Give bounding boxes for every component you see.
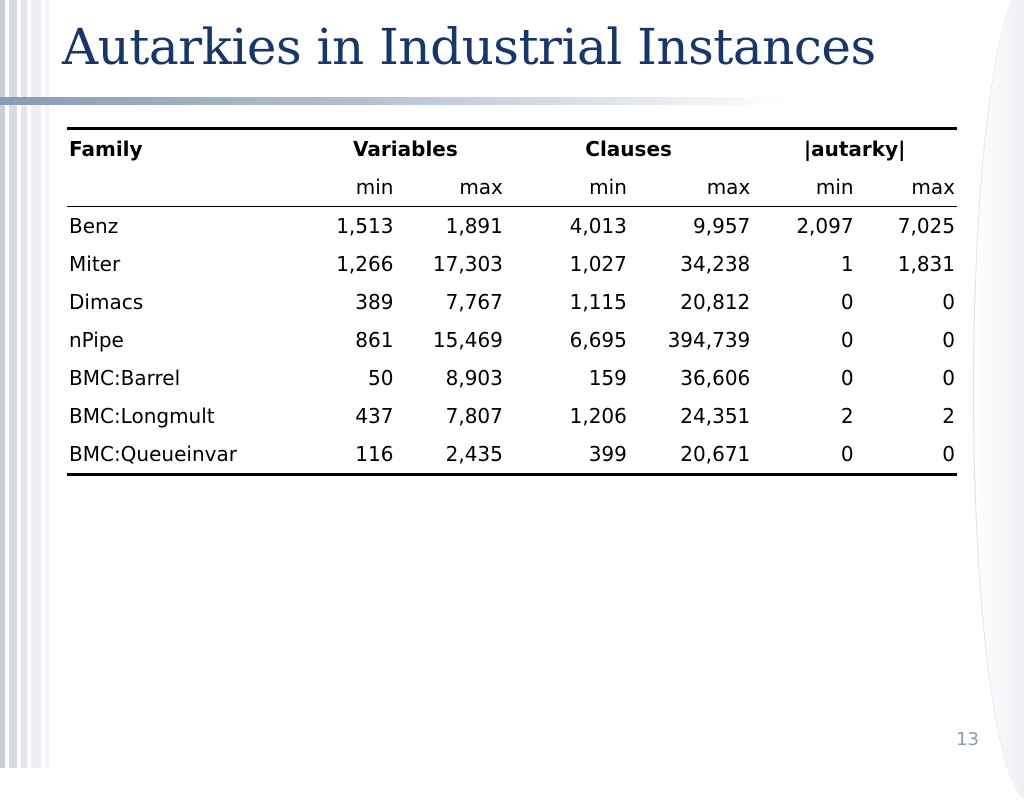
family-cell: Miter xyxy=(69,252,121,276)
value-cell: 2 xyxy=(840,404,854,428)
table-header-row xyxy=(67,129,957,169)
subheader-cell: min xyxy=(505,168,629,207)
table-row xyxy=(67,283,957,321)
value-cell: 1,891 xyxy=(445,214,503,238)
subheader-empty xyxy=(67,168,306,207)
value-cell: 1,115 xyxy=(569,290,627,314)
value-cell: 0 xyxy=(752,435,855,475)
value-cell: 2 xyxy=(942,404,955,428)
family-cell: BMC:Barrel xyxy=(69,366,181,390)
table-row xyxy=(67,321,957,359)
value-cell: 1 xyxy=(840,252,854,276)
decor-stripe xyxy=(31,0,41,768)
decor-stripe xyxy=(9,0,17,768)
value-cell: 6,695 xyxy=(569,328,627,352)
value-cell: 7,025 xyxy=(897,214,955,238)
value-cell: 36,606 xyxy=(680,366,751,390)
value-cell: 399 xyxy=(505,435,629,475)
table-row xyxy=(67,435,957,475)
family-cell: BMC:Longmult xyxy=(69,404,215,428)
value-cell: 1,513 xyxy=(336,214,394,238)
value-cell: 1,831 xyxy=(897,252,955,276)
value-cell: 17,303 xyxy=(432,252,503,276)
table-row xyxy=(67,397,957,435)
header-variables: Variables xyxy=(306,129,505,169)
autarky-table xyxy=(67,127,957,476)
family-cell: BMC:Queueinvar xyxy=(67,435,306,475)
value-cell: 0 xyxy=(856,435,957,475)
page-number: 13 xyxy=(956,729,979,750)
header-family: Family xyxy=(67,129,306,169)
value-cell: 8,903 xyxy=(445,366,503,390)
decor-stripe xyxy=(21,0,27,768)
subheader-cell: max xyxy=(856,168,957,207)
subheader-cell: max xyxy=(395,168,504,207)
decor-stripe xyxy=(0,0,5,768)
value-cell: 20,812 xyxy=(680,290,751,314)
family-cell: Dimacs xyxy=(69,290,144,314)
family-cell: nPipe xyxy=(69,328,124,352)
value-cell: 1,206 xyxy=(569,404,627,428)
slide-title: Autarkies in Industrial Instances xyxy=(62,18,876,76)
table-row xyxy=(67,207,957,246)
subheader-cell: min xyxy=(752,168,855,207)
value-cell: 0 xyxy=(840,366,854,390)
decor-curve xyxy=(973,0,1024,800)
table-row xyxy=(67,245,957,283)
value-cell: 7,807 xyxy=(445,404,503,428)
value-cell: 4,013 xyxy=(569,214,627,238)
value-cell: 394,739 xyxy=(667,328,751,352)
value-cell: 0 xyxy=(942,328,955,352)
value-cell: 50 xyxy=(368,366,394,390)
value-cell: 0 xyxy=(942,290,955,314)
value-cell: 159 xyxy=(588,366,627,390)
value-cell: 15,469 xyxy=(432,328,503,352)
value-cell: 2,097 xyxy=(796,214,854,238)
value-cell: 861 xyxy=(355,328,394,352)
decor-stripe xyxy=(45,0,49,768)
value-cell: 34,238 xyxy=(680,252,751,276)
header-clauses: Clauses xyxy=(505,129,752,169)
value-cell: 389 xyxy=(355,290,394,314)
value-cell: 1,266 xyxy=(336,252,394,276)
table-subheader-row xyxy=(67,168,957,207)
value-cell: 2,435 xyxy=(395,435,504,475)
value-cell: 0 xyxy=(840,328,854,352)
value-cell: 0 xyxy=(840,290,854,314)
value-cell: 7,767 xyxy=(445,290,503,314)
value-cell: 9,957 xyxy=(693,214,751,238)
value-cell: 20,671 xyxy=(629,435,752,475)
value-cell: 24,351 xyxy=(680,404,751,428)
value-cell: 1,027 xyxy=(569,252,627,276)
value-cell: 0 xyxy=(942,366,955,390)
value-cell: 437 xyxy=(355,404,394,428)
subheader-cell: min xyxy=(306,168,396,207)
value-cell: 116 xyxy=(306,435,396,475)
header-autarky: |autarky| xyxy=(752,129,957,169)
family-cell: Benz xyxy=(69,214,119,238)
table-row xyxy=(67,359,957,397)
subheader-cell: max xyxy=(629,168,752,207)
title-underline xyxy=(0,97,790,105)
